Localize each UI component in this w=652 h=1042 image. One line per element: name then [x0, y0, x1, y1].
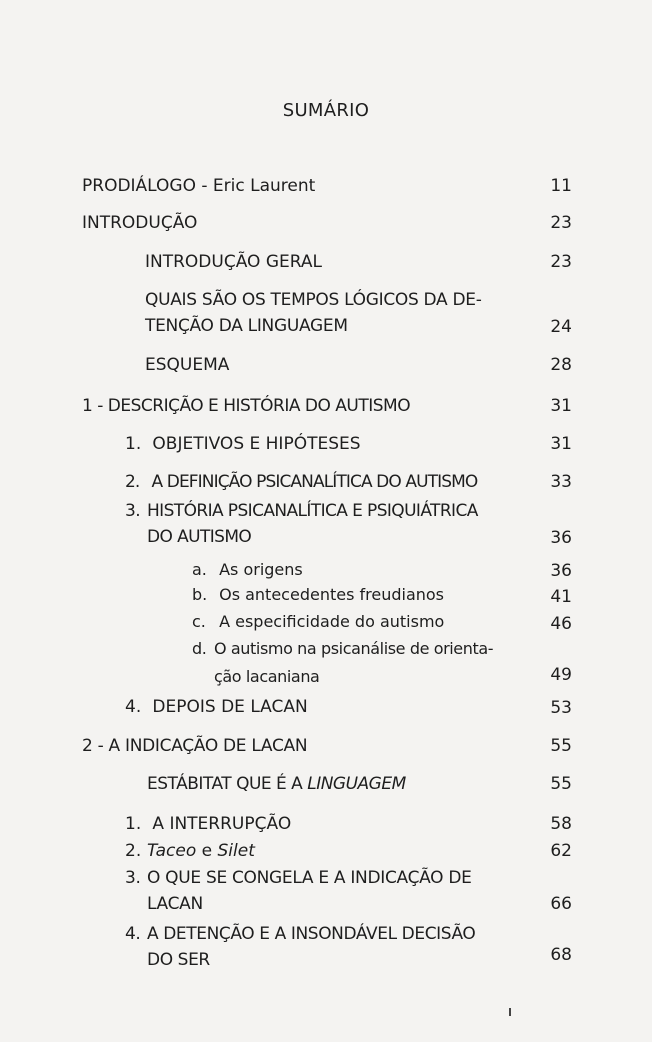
entry-page: 68	[550, 945, 572, 965]
entry-page: 41	[550, 587, 572, 607]
entry-page: 33	[550, 472, 572, 492]
entry-page: 49	[550, 665, 572, 685]
entry-number: a.	[192, 560, 207, 579]
entry-text: INTRODUÇÃO	[82, 213, 198, 233]
toc-entry-detencao	[125, 922, 518, 972]
entry-number: 1.	[125, 814, 142, 834]
entry-page: 55	[550, 774, 572, 794]
entry-text: ESTÁBITAT QUE É A	[147, 774, 308, 794]
toc-entry-interrupcao	[125, 812, 291, 836]
toc-entry-objetivos	[125, 432, 361, 456]
entry-number: c.	[192, 612, 206, 631]
entry-text: INTRODUÇÃO GERAL	[145, 252, 322, 272]
entry-page: 31	[550, 396, 572, 416]
entry-number: 1.	[125, 434, 142, 454]
entry-text-line2: DO AUTISMO	[147, 527, 252, 547]
entry-text-line2: DO SER	[147, 950, 210, 970]
toc-entry-tempos-logicos	[145, 288, 517, 338]
toc-entry-introducao-geral	[145, 250, 322, 274]
entry-page: 46	[550, 614, 572, 634]
entry-text-italic-2: Silet	[217, 841, 255, 861]
toc-entry-origens	[192, 558, 303, 582]
entry-page: 36	[550, 528, 572, 548]
toc-entry-especificidade	[192, 610, 444, 634]
toc-entry-orientacao-lacaniana	[192, 637, 532, 689]
entry-text: As origens	[219, 560, 303, 579]
printing-mark	[509, 1008, 511, 1016]
entry-text: 1 - DESCRIÇÃO E HISTÓRIA DO AUTISMO	[82, 396, 411, 416]
entry-page: 23	[550, 252, 572, 272]
entry-page: 55	[550, 736, 572, 756]
toc-entry-estabitat	[147, 772, 406, 796]
entry-text: PRODIÁLOGO - Eric Laurent	[82, 176, 316, 196]
toc-entry-chapter-1	[82, 394, 410, 418]
entry-number: b.	[192, 585, 208, 604]
entry-text: OBJETIVOS E HIPÓTESES	[152, 434, 361, 454]
entry-number: d.	[192, 639, 207, 658]
entry-number: 3.	[125, 868, 141, 888]
entry-page: 58	[550, 814, 572, 834]
entry-text: O QUE SE CONGELA E A INDICAÇÃO DE	[147, 868, 472, 888]
entry-number: 2.	[125, 472, 140, 492]
entry-text: DEPOIS DE LACAN	[152, 697, 308, 717]
entry-number: 4.	[125, 924, 141, 944]
entry-number: 3.	[125, 501, 141, 521]
entry-number: 4.	[125, 697, 142, 717]
entry-text: HISTÓRIA PSICANALÍTICA E PSIQUIÁTRICA	[147, 501, 478, 521]
toc-entry-antecedentes	[192, 583, 444, 607]
entry-page: 23	[550, 213, 572, 233]
entry-text: A INTERRUPÇÃO	[152, 814, 292, 834]
toc-entry-prodialogo	[82, 174, 315, 198]
entry-page: 66	[550, 894, 572, 914]
entry-page: 28	[550, 355, 572, 375]
entry-text: Os antecedentes freudianos	[219, 585, 445, 604]
entry-page: 24	[550, 317, 572, 337]
entry-text-italic: LINGUAGEM	[307, 774, 406, 794]
entry-page: 31	[550, 434, 572, 454]
entry-page: 62	[550, 841, 572, 861]
entry-page: 36	[550, 561, 572, 581]
entry-page: 11	[550, 176, 572, 196]
toc-entry-esquema	[145, 353, 229, 377]
entry-text: QUAIS SÃO OS TEMPOS LÓGICOS DA DE-	[145, 290, 482, 310]
entry-text: e	[196, 841, 218, 861]
toc-entry-definicao	[125, 470, 477, 494]
entry-text: A especificidade do autismo	[219, 612, 445, 631]
entry-text-line2: LACAN	[147, 894, 203, 914]
toc-entry-chapter-2	[82, 734, 307, 758]
page-title: SUMÁRIO	[282, 100, 370, 121]
toc-entry-depois-de-lacan	[125, 695, 308, 719]
entry-number: 2.	[125, 841, 142, 861]
toc-entry-historia	[125, 499, 520, 549]
toc-entry-congela	[125, 866, 518, 916]
entry-text: A DETENÇÃO E A INSONDÁVEL DECISÃO	[147, 924, 476, 944]
toc-entry-introducao	[82, 211, 197, 235]
entry-text-italic: Taceo	[147, 841, 197, 861]
entry-text: A DEFINIÇÃO PSICANALÍTICA DO AUTISMO	[151, 472, 478, 492]
entry-text: O autismo na psicanálise de orienta-	[214, 639, 494, 658]
toc-entry-taceo-silet	[125, 839, 255, 863]
entry-text-line2: TENÇÃO DA LINGUAGEM	[145, 316, 348, 336]
entry-text: 2 - A INDICAÇÃO DE LACAN	[82, 736, 308, 756]
entry-text: ESQUEMA	[145, 355, 230, 375]
entry-text-line2: ção lacaniana	[214, 667, 320, 686]
entry-page: 53	[550, 698, 572, 718]
